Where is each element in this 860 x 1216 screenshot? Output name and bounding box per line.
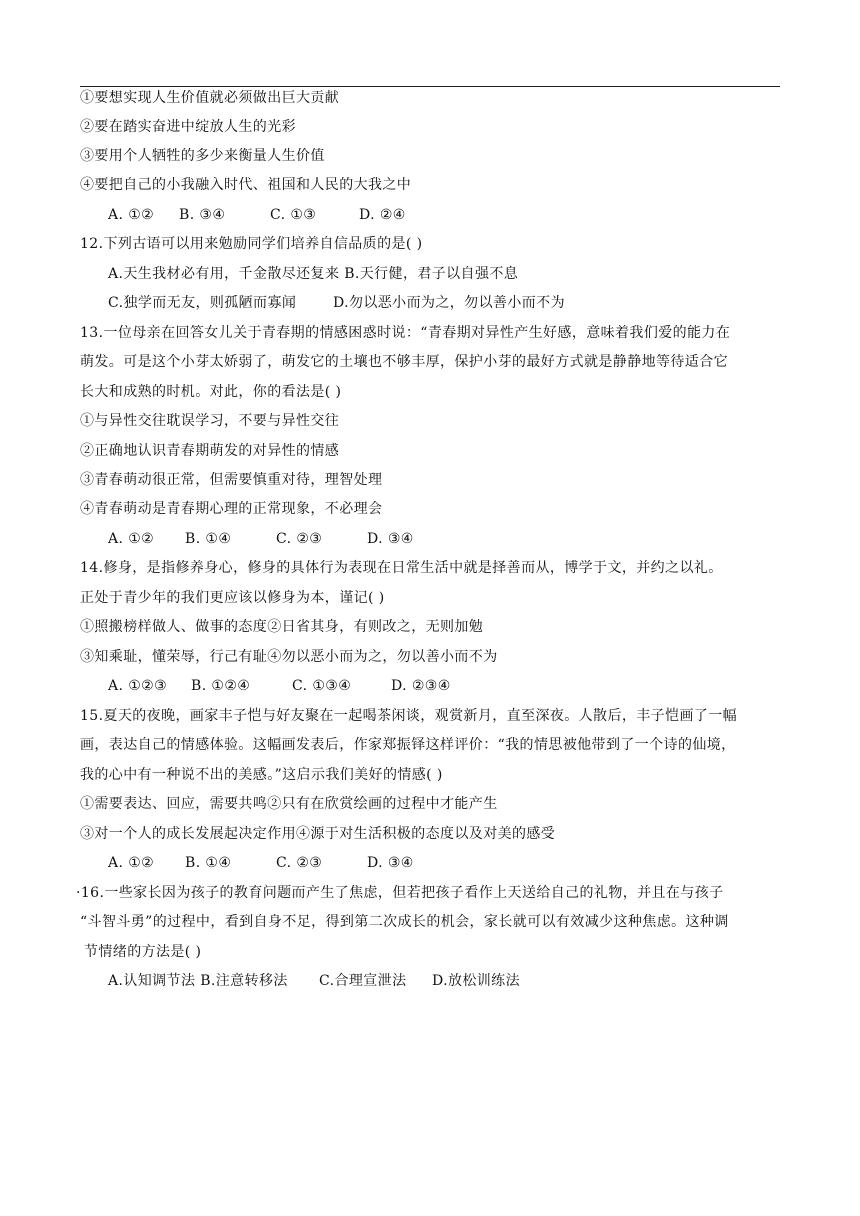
q13-item-2: ②正确地认识青春期萌发的对异性的情感 — [80, 443, 340, 459]
q12-options-ab[interactable]: A.天生我材必有用，千金散尽还复来 B.天行健，君子以自强不息 — [108, 266, 519, 282]
q11-option-b[interactable]: B. ③④ — [179, 207, 226, 223]
q12-option-d[interactable]: D.勿以恶小而为之，勿以善小而不为 — [333, 295, 565, 311]
q15-option-a[interactable]: A. ①② — [108, 855, 155, 871]
q15-items-line-1: ①需要表达、回应，需要共鸣②只有在欣赏绘画的过程中才能产生 — [80, 796, 498, 812]
q13-item-4: ④青春萌动是青春期心理的正常现象，不必理会 — [80, 501, 383, 517]
q11-item-2: ②要在踏实奋进中绽放人生的光彩 — [80, 119, 296, 135]
q15-items-line-2: ③对一个人的成长发展起决定作用④源于对生活积极的态度以及对美的感受 — [80, 826, 556, 842]
q13-stem-line-1: 13.一位母亲在回答女儿关于青春期的情感困惑时说：“青春期对异性产生好感，意味着我们爱的能力在 — [80, 325, 731, 341]
q11-options — [108, 205, 406, 225]
q11-item-3: ③要用个人牺牲的多少来衡量人生价值 — [80, 148, 325, 164]
q16-option-ab[interactable]: A.认知调节法 B.注意转移法 — [108, 973, 288, 989]
q15-stem-line-2: 画，表达自己的情感体验。这幅画发表后，作家郑振铎这样评价：“我的情思被他带到了一个诗的仙境， — [80, 737, 736, 753]
q11-option-d[interactable]: D. ②④ — [359, 207, 406, 223]
q15-option-d[interactable]: D. ③④ — [367, 855, 414, 871]
q14-options — [108, 676, 451, 696]
q14-option-a[interactable]: A. ①②③ — [108, 678, 168, 694]
q15-option-c[interactable]: C. ②③ — [276, 855, 323, 871]
q13-stem-line-3: 长大和成熟的时机。对此，你的看法是( ) — [80, 384, 342, 400]
q13-option-d[interactable]: D. ③④ — [367, 531, 414, 547]
q11-option-a[interactable]: A. ①② — [108, 207, 155, 223]
q12-option-c[interactable]: C.独学而无友，则孤陋而寡闻 — [108, 295, 297, 311]
q15-stem-line-3: 我的心中有一种说不出的美感。”这启示我们美好的情感( ) — [80, 767, 443, 783]
q16-stem-line-1: ·16.一些家长因为孩子的教育问题而产生了焦虑，但若把孩子看作上天送给自己的礼物，并且在与孩子 — [76, 885, 724, 901]
q14-option-b[interactable]: B. ①②④ — [191, 678, 251, 694]
q14-items-line-1: ①照搬榜样做人、做事的态度②日省其身，有则改之，无则加勉 — [80, 619, 484, 635]
q15-option-b[interactable]: B. ①④ — [185, 855, 232, 871]
q12-stem: 12.下列古语可以用来勉励同学们培养自信品质的是( ) — [80, 236, 423, 252]
q16-option-c[interactable]: C.合理宣泄法 — [319, 973, 407, 989]
q16-stem-line-2: “斗智斗勇”的过程中，看到自身不足，得到第二次成长的机会，家长就可以有效减少这种焦虑。这种调 — [80, 914, 729, 930]
q14-items-line-2: ③知乘耻，懂荣辱，行己有耻④勿以恶小而为之，勿以善小而不为 — [80, 649, 498, 665]
q15-stem-line-1: 15.夏天的夜晚，画家丰子恺与好友聚在一起喝茶闲谈，观赏新月，直至深夜。人散后，丰子恺画了一幅 — [80, 708, 738, 724]
q11-option-c[interactable]: C. ①③ — [270, 207, 317, 223]
header-rule — [80, 86, 780, 87]
q11-item-4: ④要把自己的小我融入时代、祖国和人民的大我之中 — [80, 177, 412, 193]
q14-option-d[interactable]: D. ②③④ — [391, 678, 451, 694]
q13-item-3: ③青春萌动很正常，但需要慎重对待，理智处理 — [80, 472, 383, 488]
q13-option-a[interactable]: A. ①② — [108, 531, 155, 547]
q16-options — [108, 971, 520, 991]
q13-stem-line-2: 萌发。可是这个小芽太娇弱了，萌发它的土壤也不够丰厚，保护小芽的最好方式就是静静地等待适合它 — [80, 354, 728, 370]
q15-options — [108, 853, 414, 873]
q11-item-1: ①要想实现人生价值就必须做出巨大贡献 — [80, 90, 340, 106]
q16-option-d[interactable]: D.放松训练法 — [432, 973, 520, 989]
q14-stem-line-1: 14.修身，是指修养身心，修身的具体行为表现在日常生活中就是择善而从，博学于文，并约之以礼。 — [80, 560, 723, 576]
q13-options — [108, 529, 414, 549]
q13-option-b[interactable]: B. ①④ — [185, 531, 232, 547]
q13-item-1: ①与异性交往耽误学习，不要与异性交往 — [80, 413, 340, 429]
q16-stem-line-3: 节情绪的方法是( ) — [84, 944, 202, 960]
q13-option-c[interactable]: C. ②③ — [276, 531, 323, 547]
q12-options-cd — [108, 293, 565, 313]
q14-option-c[interactable]: C. ①③④ — [292, 678, 352, 694]
q14-stem-line-2: 正处于青少年的我们更应该以修身为本，谨记( ) — [80, 590, 385, 606]
